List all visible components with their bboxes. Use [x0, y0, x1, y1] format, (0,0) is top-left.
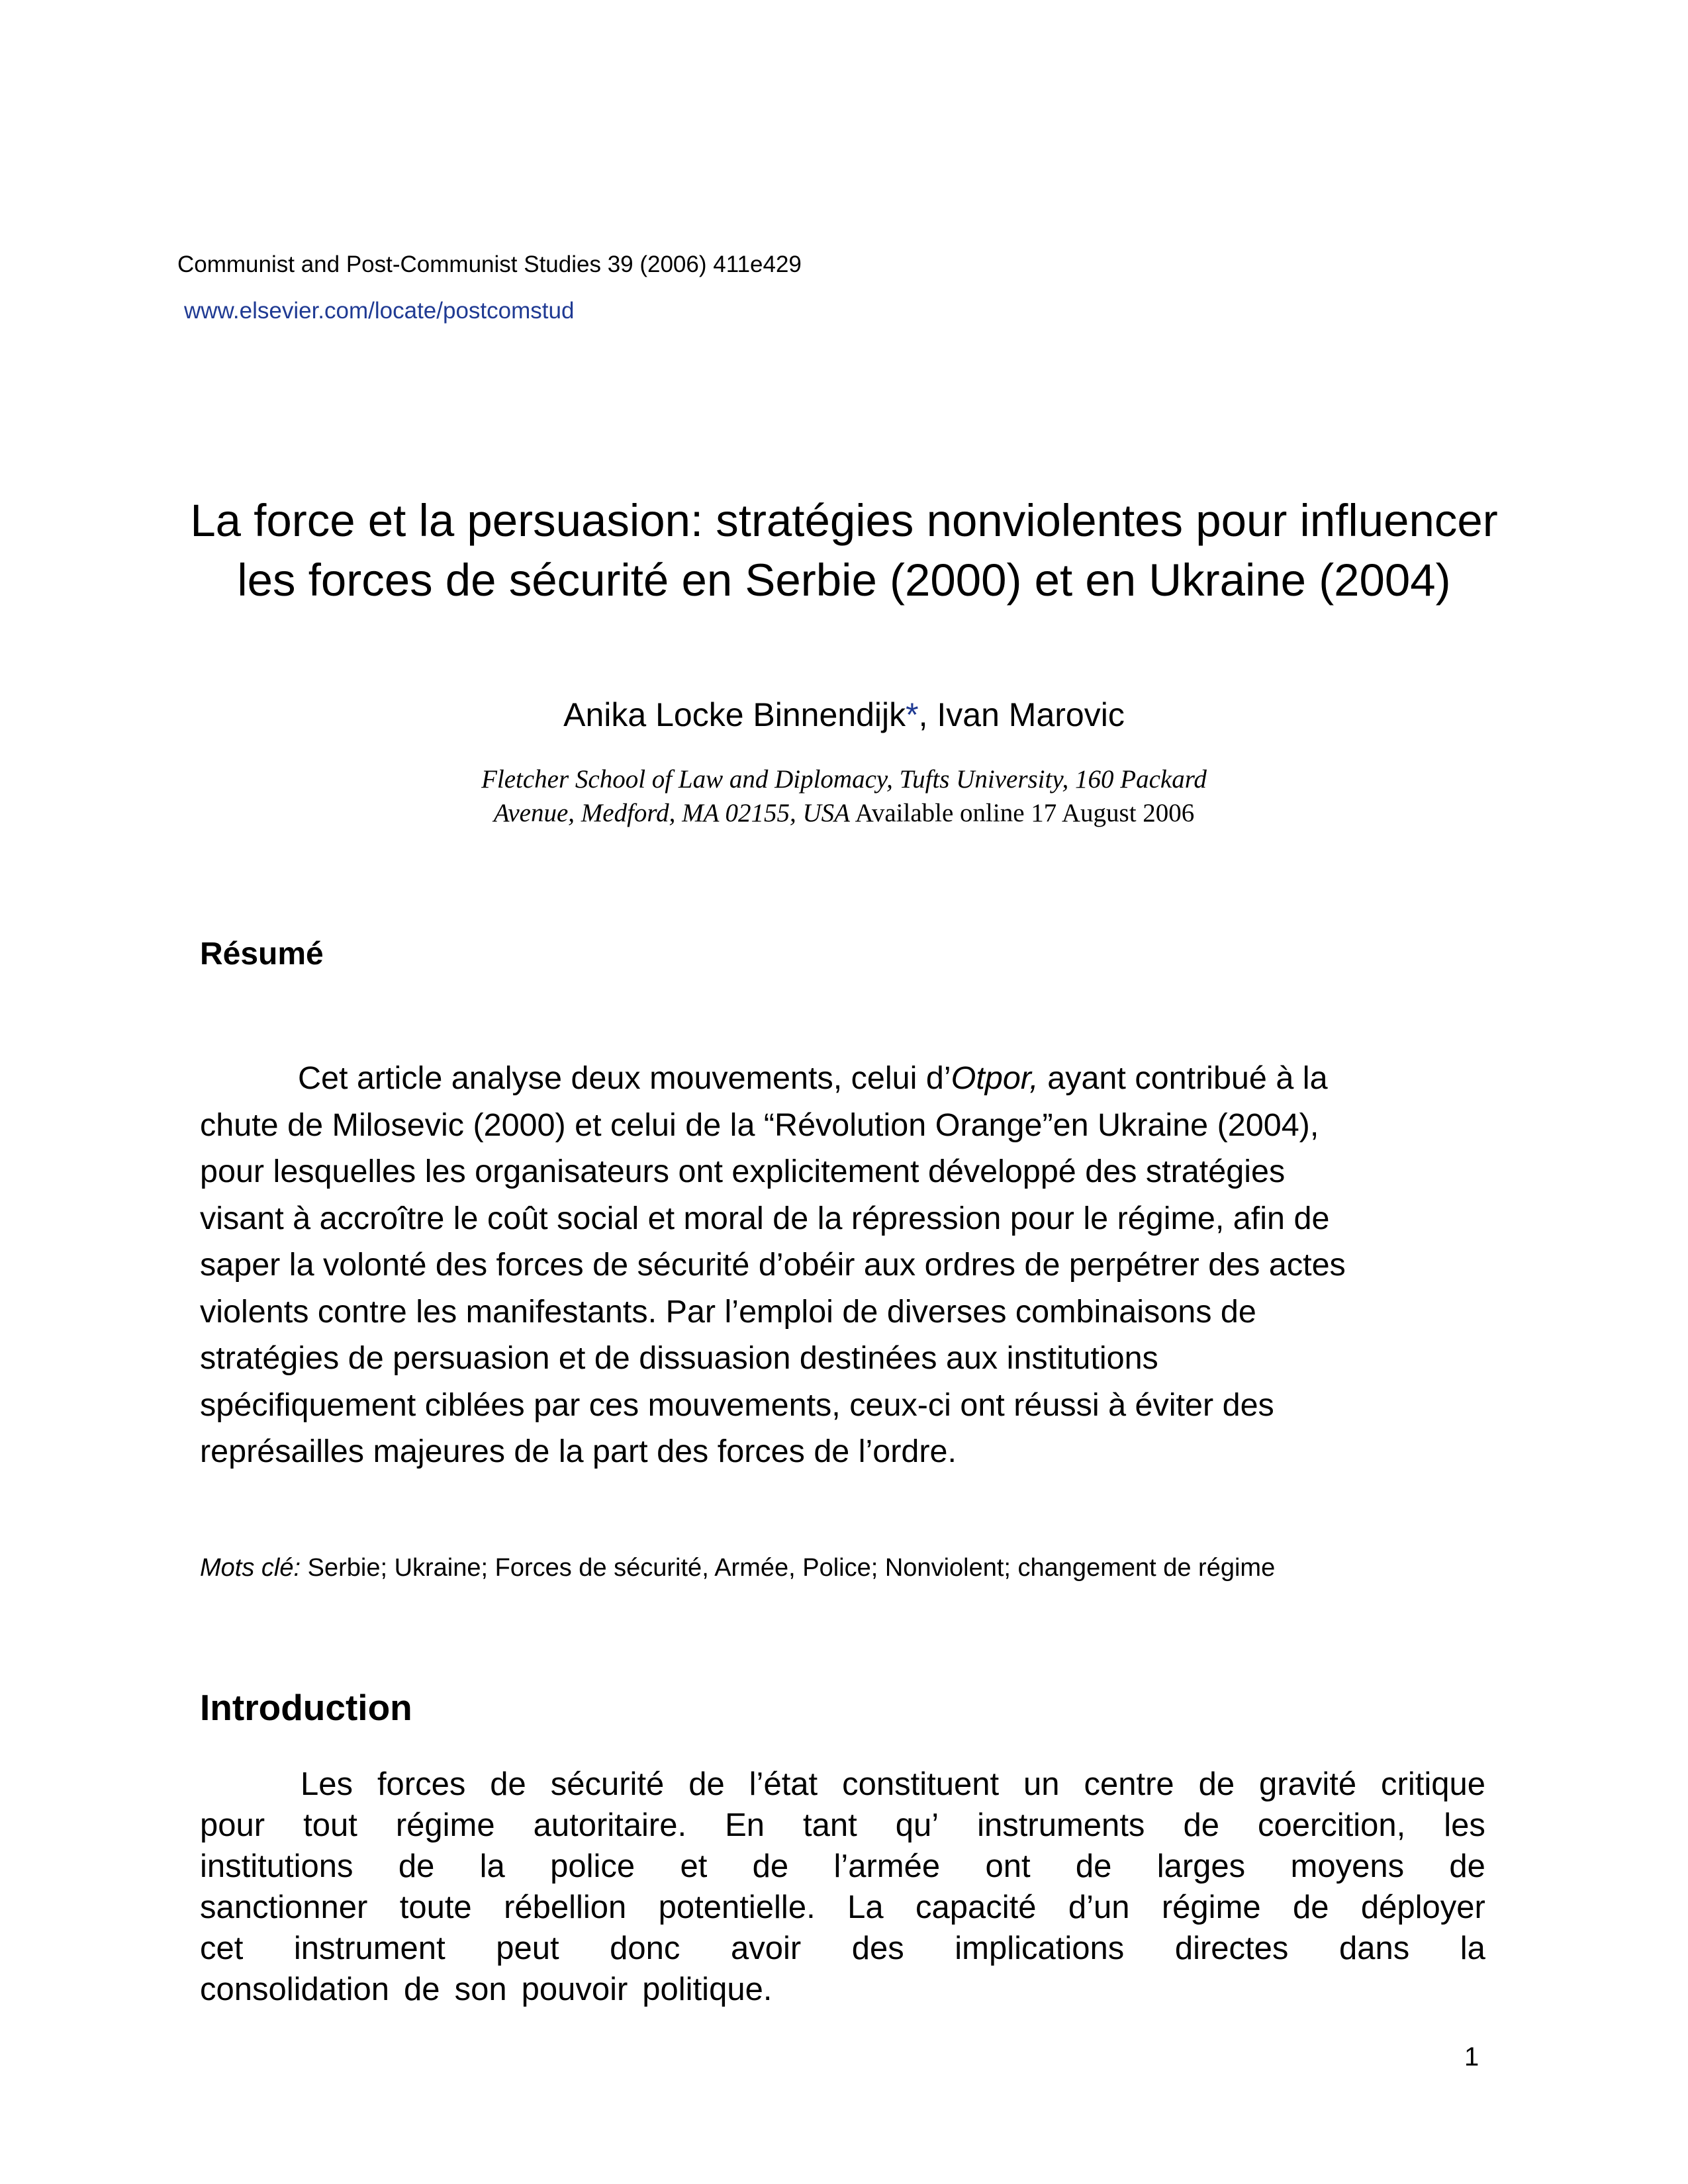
keywords-label: Mots clé:: [200, 1554, 301, 1582]
introduction-word: La: [847, 1889, 884, 1925]
abstract-line: représailles majeures de la part des forces de l’ordre.: [200, 1433, 957, 1469]
affiliation: [0, 762, 1688, 830]
abstract-line: stratégies de persuasion et de dissuasion destinées aux institutions: [200, 1340, 1158, 1376]
introduction-word: de: [1075, 1848, 1112, 1884]
page-number: 1: [1464, 2042, 1479, 2071]
introduction-word: la: [479, 1848, 505, 1884]
journal-header: [177, 250, 1104, 326]
introduction-word: forces: [377, 1766, 466, 1802]
affiliation-line-2: [0, 796, 1688, 830]
journal-url-link[interactable]: www.elsevier.com/locate/postcomstud: [184, 298, 575, 324]
introduction-word: institutions: [200, 1848, 353, 1884]
introduction-word: constituent: [842, 1766, 1000, 1802]
abstract-text: ayant contribué à la: [1038, 1060, 1328, 1096]
introduction-word: de: [1449, 1848, 1485, 1884]
introduction-word: ont: [985, 1848, 1031, 1884]
abstract-line: pour lesquelles les organisateurs ont explicitement développé des stratégies: [200, 1154, 1286, 1189]
author-1: Anika Locke Binnendijk: [563, 696, 906, 733]
introduction-word: les: [1444, 1807, 1485, 1843]
introduction-word: cet: [200, 1931, 244, 1966]
introduction-word: potentielle.: [658, 1889, 816, 1925]
introduction-word: En: [725, 1807, 765, 1843]
introduction-word: Les: [301, 1766, 353, 1802]
introduction-word: son: [454, 1972, 507, 2007]
corresponding-author-link[interactable]: *: [906, 696, 919, 733]
introduction-word: de: [752, 1848, 789, 1884]
introduction-line: [200, 1764, 1485, 1805]
introduction-word: donc: [610, 1931, 680, 1966]
introduction-word: police: [550, 1848, 635, 1884]
availability-date: Available online 17 August 2006: [850, 799, 1195, 827]
introduction-word: toute: [399, 1889, 472, 1925]
affiliation-address: Avenue, Medford, MA 02155, USA: [493, 799, 850, 827]
abstract-text: Cet article analyse deux mouvements, celui d’: [298, 1060, 951, 1096]
introduction-word: directes: [1174, 1931, 1289, 1966]
introduction-body: [200, 1764, 1485, 2010]
introduction-word: coercition,: [1257, 1807, 1406, 1843]
paper-title: [106, 491, 1582, 610]
introduction-word: des: [851, 1931, 904, 1966]
introduction-word: régime: [395, 1807, 495, 1843]
introduction-word: capacité: [915, 1889, 1037, 1925]
introduction-word: et: [680, 1848, 708, 1884]
keywords-list: Serbie; Ukraine; Forces de sécurité, Armée, Police; Nonviolent; changement de régime: [301, 1554, 1276, 1582]
introduction-word: consolidation: [200, 1972, 390, 2007]
introduction-line: [200, 1846, 1485, 1887]
introduction-word: de: [398, 1848, 435, 1884]
introduction-word: la: [1460, 1931, 1485, 1966]
abstract-emphasis: Otpor,: [951, 1060, 1039, 1096]
introduction-word: peut: [496, 1931, 559, 1966]
introduction-word: centre: [1084, 1766, 1174, 1802]
introduction-word: gravité: [1259, 1766, 1357, 1802]
introduction-word: instrument: [293, 1931, 445, 1966]
author-list: [0, 694, 1688, 736]
introduction-word: larges: [1156, 1848, 1246, 1884]
introduction-word: pour: [200, 1807, 265, 1843]
abstract-line: chute de Milosevic (2000) et celui de la “Révolution Orange”en Ukraine (2004),: [200, 1107, 1319, 1143]
introduction-word: un: [1023, 1766, 1060, 1802]
introduction-word: l’armée: [833, 1848, 941, 1884]
author-2: Ivan Marovic: [937, 696, 1125, 733]
abstract-line: violents contre les manifestants. Par l’emploi de diverses combinaisons de: [200, 1293, 1256, 1330]
abstract-line: visant à accroître le coût social et moral de la répression pour le régime, afin de: [200, 1200, 1330, 1236]
introduction-line: [200, 1969, 1485, 2010]
introduction-word: politique.: [642, 1972, 773, 2007]
introduction-word: dans: [1338, 1931, 1410, 1966]
introduction-word: de: [688, 1766, 725, 1802]
introduction-word: instruments: [977, 1807, 1145, 1843]
introduction-word: critique: [1381, 1766, 1485, 1802]
abstract-line: spécifiquement ciblées par ces mouvements, ceux-ci ont réussi à éviter des: [200, 1387, 1274, 1423]
abstract-line: [200, 1055, 1511, 1102]
introduction-word: avoir: [730, 1931, 802, 1966]
introduction-heading: Introduction: [200, 1687, 412, 1728]
introduction-word: tout: [303, 1807, 357, 1843]
abstract-line: saper la volonté des forces de sécurité d’obéir aux ordres de perpétrer des actes: [200, 1247, 1346, 1283]
introduction-word: de: [1183, 1807, 1219, 1843]
introduction-line: [200, 1805, 1485, 1846]
title-line-1: La force et la persuasion: stratégies nonviolentes pour influencer: [190, 495, 1498, 546]
author-separator: ,: [918, 696, 937, 733]
introduction-word: de: [1293, 1889, 1329, 1925]
abstract-heading: Résumé: [200, 936, 324, 972]
introduction-word: de: [404, 1972, 440, 2007]
introduction-word: déployer: [1360, 1889, 1485, 1925]
introduction-word: rébellion: [504, 1889, 627, 1925]
abstract-body: [200, 1055, 1511, 1475]
introduction-line: [200, 1928, 1485, 1969]
affiliation-line-1: Fletcher School of Law and Diplomacy, Tufts University, 160 Packard: [481, 765, 1207, 794]
introduction-word: l’état: [749, 1766, 818, 1802]
introduction-word: tant: [803, 1807, 857, 1843]
introduction-word: implications: [955, 1931, 1125, 1966]
introduction-word: régime: [1161, 1889, 1261, 1925]
journal-citation: Communist and Post-Communist Studies 39 (2006) 411e429: [177, 251, 802, 277]
introduction-word: pouvoir: [521, 1972, 628, 2007]
introduction-word: qu’: [895, 1807, 939, 1843]
introduction-word: sécurité: [550, 1766, 665, 1802]
keywords: [200, 1552, 1275, 1584]
introduction-word: moyens: [1290, 1848, 1405, 1884]
introduction-word: autoritaire.: [533, 1807, 687, 1843]
title-line-2: les forces de sécurité en Serbie (2000) et en Ukraine (2004): [237, 555, 1451, 606]
introduction-word: de: [490, 1766, 526, 1802]
introduction-word: sanctionner: [200, 1889, 368, 1925]
introduction-line: [200, 1887, 1485, 1928]
introduction-word: d’un: [1068, 1889, 1130, 1925]
introduction-word: de: [1198, 1766, 1235, 1802]
